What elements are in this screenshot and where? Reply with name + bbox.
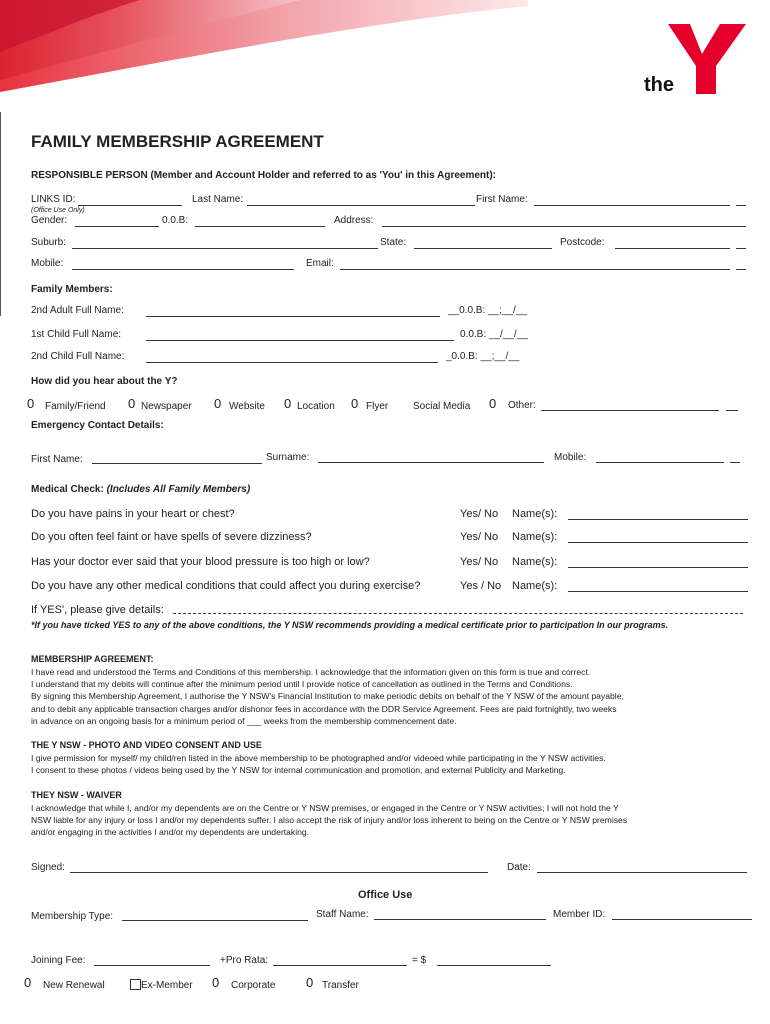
medical-heading bbox=[31, 484, 250, 495]
hear-location-radio[interactable]: 0 bbox=[284, 396, 292, 411]
medical-q1: Do you have pains in your heart or chest? bbox=[31, 508, 235, 520]
medical-heading-note: (Includes All Family Members) bbox=[106, 484, 251, 495]
agreement-line: I understand that my debits will continue after the minimum period until I provide notice of cancellation as outlined in the Terms and Conditions. bbox=[31, 679, 573, 690]
mobile-label: Mobile: bbox=[31, 258, 64, 269]
medical-q2-names-label: Name(s): bbox=[512, 531, 558, 543]
hear-newspaper-label: Newspaper bbox=[141, 401, 192, 412]
links-id-label: LINKS ID: bbox=[31, 194, 76, 205]
medical-heading-text: Medical Check: bbox=[31, 484, 107, 495]
type-ex-member-label: Ex-Member bbox=[141, 980, 193, 991]
agreement-line: in advance on an ongoing basis for a minimum period of ___ weeks from the membership commencement date. bbox=[31, 715, 457, 726]
agreement-heading: MEMBERSHIP AGREEMENT: bbox=[31, 654, 154, 664]
page-title: FAMILY MEMBERSHIP AGREEMENT bbox=[31, 132, 324, 151]
hear-flyer-label: Flyer bbox=[366, 401, 389, 412]
medical-q3-yesno[interactable]: Yes/ No bbox=[460, 556, 499, 568]
office-use-only-note: (Office Use Only) bbox=[31, 207, 85, 214]
hear-website-radio[interactable]: 0 bbox=[214, 396, 222, 411]
medical-q4-yesno[interactable]: Yes / No bbox=[460, 580, 502, 592]
type-new-renewal-radio[interactable]: 0 bbox=[24, 975, 32, 990]
equals-label: = $ bbox=[412, 955, 427, 966]
consent-heading: THE Y NSW - PHOTO AND VIDEO CONSENT AND USE bbox=[31, 740, 262, 750]
adult2-dob[interactable]: __0.0.B: __;__/__ bbox=[448, 305, 527, 316]
type-transfer-radio[interactable]: 0 bbox=[306, 975, 314, 990]
email-field[interactable] bbox=[340, 269, 730, 270]
emergency-heading: Emergency Contact Details: bbox=[31, 420, 164, 431]
medical-q4: Do you have any other medical conditions that could affect you during exercise? bbox=[31, 580, 421, 592]
pro-rata-field[interactable] bbox=[273, 965, 407, 966]
medical-q3: Has your doctor ever said that your blood pressure is too high or low? bbox=[31, 556, 370, 568]
member-id-label: Member ID: bbox=[553, 909, 606, 920]
address-field[interactable] bbox=[382, 226, 746, 227]
y-logo bbox=[640, 18, 750, 98]
medical-note: *If you have ticked YES to any of the above conditions, the Y NSW recommends providing a medical certificate prior to participation In our programs. bbox=[31, 620, 669, 630]
margin-line bbox=[0, 112, 1, 316]
staff-name-label: Staff Name: bbox=[316, 909, 369, 920]
hear-other-label: Other: bbox=[508, 400, 536, 411]
medical-details-field[interactable] bbox=[173, 613, 743, 614]
joining-fee-field[interactable] bbox=[94, 965, 210, 966]
type-corporate-radio[interactable]: 0 bbox=[212, 975, 220, 990]
signature-field[interactable] bbox=[70, 872, 488, 873]
first-name-field-end bbox=[736, 205, 746, 206]
medical-q1-names-field[interactable] bbox=[568, 519, 748, 520]
last-name-field[interactable] bbox=[247, 205, 475, 206]
emergency-surname-label: Surname: bbox=[266, 452, 310, 463]
last-name-label: Last Name: bbox=[192, 194, 244, 205]
hear-other-field-end bbox=[726, 410, 738, 411]
postcode-field[interactable] bbox=[615, 248, 730, 249]
consent-line: I consent to these photos / videos being used by the Y NSW for internal communication and promotion, and external Publicity and Marketing. bbox=[31, 765, 566, 776]
hear-other-radio[interactable]: 0 bbox=[489, 396, 497, 411]
emergency-surname-field[interactable] bbox=[318, 462, 544, 463]
hear-family-label: Family/Friend bbox=[45, 401, 106, 412]
gender-label: Gender: bbox=[31, 215, 68, 226]
hear-family-radio[interactable]: 0 bbox=[27, 396, 35, 411]
postcode-field-end bbox=[736, 248, 746, 249]
state-field[interactable] bbox=[414, 248, 552, 249]
type-corporate-label: Corporate bbox=[231, 980, 276, 991]
medical-q3-names-field[interactable] bbox=[568, 567, 748, 568]
hear-website-label: Website bbox=[229, 401, 265, 412]
gender-field[interactable] bbox=[75, 226, 159, 227]
child2-label: 2nd Child Full Name: bbox=[31, 351, 125, 362]
waiver-line: NSW liable for any injury or loss I and/or my dependents suffer. I also accept the risk of injury and/or loss inherent to being on the Centre or Y NSW premises bbox=[31, 815, 628, 826]
agreement-text bbox=[31, 666, 624, 727]
first-name-field[interactable] bbox=[534, 205, 730, 206]
email-label: Email: bbox=[306, 258, 334, 269]
medical-q4-names-label: Name(s): bbox=[512, 580, 558, 592]
hear-newspaper-radio[interactable]: 0 bbox=[128, 396, 136, 411]
emergency-mobile-field[interactable] bbox=[596, 462, 724, 463]
staff-name-field[interactable] bbox=[374, 919, 546, 920]
member-id-field[interactable] bbox=[612, 919, 752, 920]
emergency-first-name-label: First Name: bbox=[31, 454, 83, 465]
hear-social-label[interactable]: Social Media bbox=[413, 401, 471, 412]
hear-location-label: Location bbox=[297, 401, 335, 412]
waiver-line: I acknowledge that while I, and/or my dependents are on the Centre or Y NSW premises, or engaged in the Centre or Y NSW activities; I will not hold the Y bbox=[31, 803, 619, 813]
email-field-end bbox=[736, 269, 746, 270]
joining-fee-label: Joining Fee: bbox=[31, 955, 86, 966]
medical-q3-names-label: Name(s): bbox=[512, 556, 558, 568]
membership-type-label: Membership Type: bbox=[31, 911, 114, 922]
signed-label: Signed: bbox=[31, 862, 65, 873]
dob-label: 0.0.B: bbox=[162, 215, 189, 226]
pro-rata-label: +Pro Rata: bbox=[220, 955, 269, 966]
waiver-text bbox=[31, 802, 627, 839]
family-heading: Family Members: bbox=[31, 284, 113, 295]
emergency-first-name-field[interactable] bbox=[92, 463, 262, 464]
adult2-field[interactable] bbox=[146, 316, 440, 317]
consent-text bbox=[31, 752, 606, 776]
type-ex-member-checkbox[interactable] bbox=[130, 979, 141, 990]
child2-field[interactable] bbox=[146, 362, 438, 363]
child1-dob[interactable]: 0.0.B: __/__/__ bbox=[460, 329, 528, 340]
office-use-heading: Office Use bbox=[358, 889, 413, 901]
emergency-mobile-field-end bbox=[730, 462, 740, 463]
hear-other-field[interactable] bbox=[541, 410, 719, 411]
medical-q1-names-label: Name(s): bbox=[512, 508, 558, 520]
type-new-renewal-label: New Renewal bbox=[43, 980, 105, 991]
date-label: Date: bbox=[507, 862, 531, 873]
total-field[interactable] bbox=[437, 965, 551, 966]
suburb-label: Suburb: bbox=[31, 237, 67, 248]
state-label: State: bbox=[380, 237, 407, 248]
header-banner bbox=[0, 0, 528, 110]
links-id-field[interactable] bbox=[78, 205, 182, 206]
responsible-heading: RESPONSIBLE PERSON (Member and Account Holder and referred to as 'You' in this Agreement): bbox=[31, 170, 497, 181]
dob-field[interactable] bbox=[195, 226, 325, 227]
medical-q1-yesno[interactable]: Yes/ No bbox=[460, 508, 499, 520]
child2-dob[interactable]: _0.0.B: __;__/__ bbox=[446, 351, 520, 362]
address-label: Address: bbox=[334, 215, 374, 226]
first-name-label: First Name: bbox=[476, 194, 528, 205]
hear-heading: How did you hear about the Y? bbox=[31, 376, 178, 387]
agreement-line: I have read and understood the Terms and Conditions of this membership. I acknowledge that the information given on this form is true and correct. bbox=[31, 667, 591, 677]
date-field[interactable] bbox=[537, 872, 747, 873]
medical-q2-names-field[interactable] bbox=[568, 542, 748, 543]
consent-line: I give permission for myself/ my child/ren listed in the above membership to be photographed and/or videoed while participating in the Y NSW activities. bbox=[31, 753, 606, 763]
emergency-mobile-label: Mobile: bbox=[554, 452, 587, 463]
red-wave-graphic bbox=[0, 0, 528, 110]
logo-text: the bbox=[644, 74, 674, 96]
mobile-field[interactable] bbox=[72, 269, 294, 270]
child1-label: 1st Child Full Name: bbox=[31, 329, 122, 340]
postcode-label: Postcode: bbox=[560, 237, 605, 248]
agreement-line: and to debit any applicable transaction charges and/or dishonor fees in accordance with the DDR Service Agreement. Fees are paid fortnightly, two weeks bbox=[31, 703, 617, 714]
waiver-line: and/or engaging in the activities I and/or my dependents are undertaking. bbox=[31, 827, 310, 838]
medical-details-label: If YES', please give details: bbox=[31, 604, 164, 616]
hear-flyer-radio[interactable]: 0 bbox=[351, 396, 359, 411]
child1-field[interactable] bbox=[146, 340, 454, 341]
medical-q2-yesno[interactable]: Yes/ No bbox=[460, 531, 499, 543]
waiver-heading: THEY NSW - WAIVER bbox=[31, 790, 122, 800]
adult2-label: 2nd Adult Full Name: bbox=[31, 305, 124, 316]
type-transfer-label: Transfer bbox=[322, 980, 359, 991]
membership-type-field[interactable] bbox=[122, 920, 308, 921]
agreement-line: By signing this Membership Agreement, I authorise the Y NSW's Financial Institution to make periodic debits on behalf of the Y NSW of the amount payable, bbox=[31, 691, 624, 702]
medical-q4-names-field[interactable] bbox=[568, 591, 748, 592]
suburb-field[interactable] bbox=[72, 248, 378, 249]
medical-q2: Do you often feel faint or have spells of severe dizziness? bbox=[31, 531, 312, 543]
